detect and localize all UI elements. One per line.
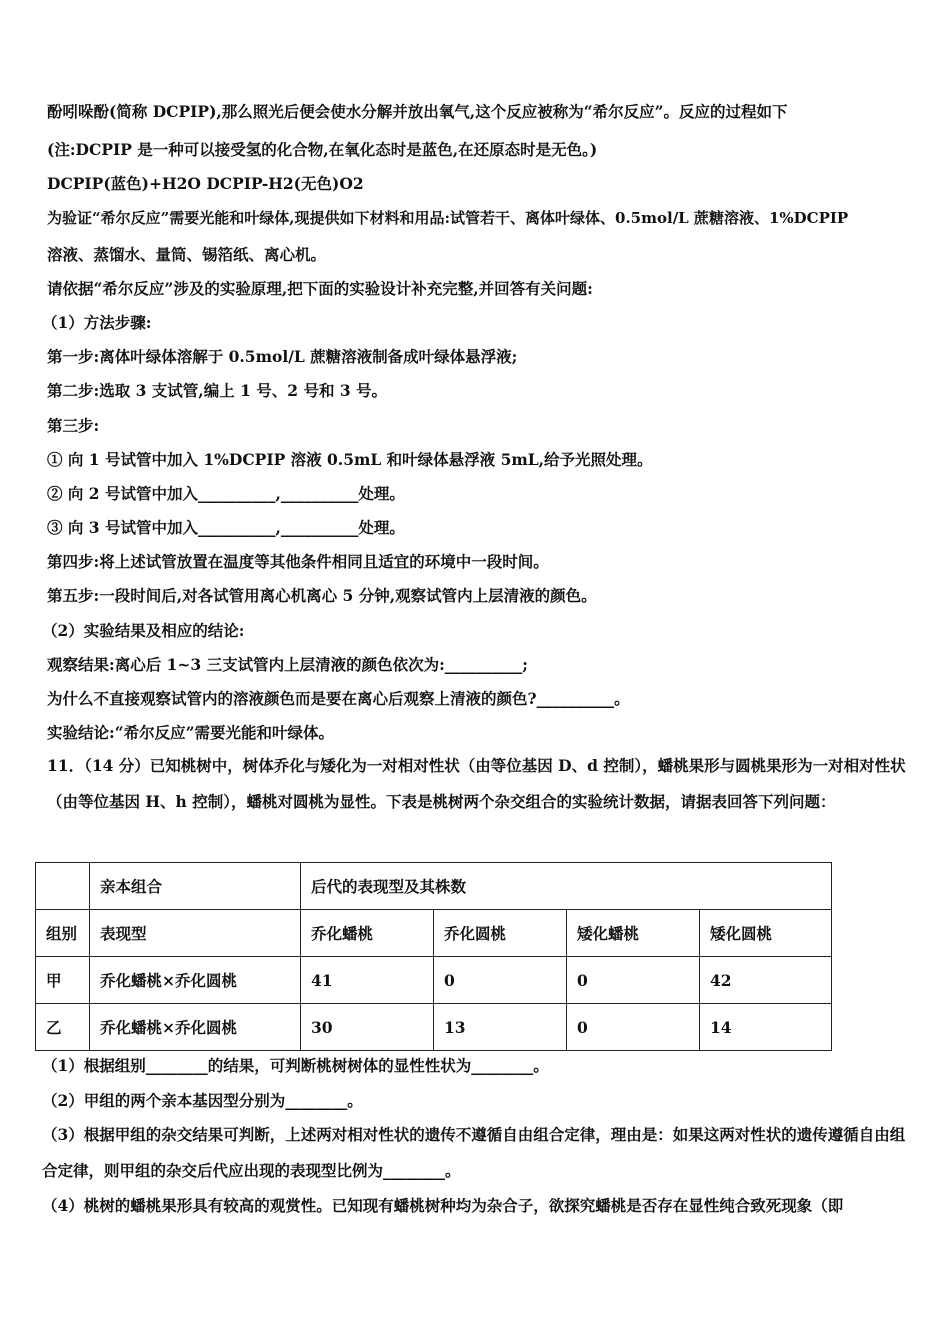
steps-heading: （1）方法步骤: [42,313,152,332]
table-cell: 41 [301,957,434,1004]
table-header-group: 组别 [36,910,90,957]
table-header-phenotype: 表现型 [90,910,301,957]
table-cell [36,863,90,910]
question-2: （2）甲组的两个亲本基因型分别为________。 [42,1091,363,1110]
table-header-offspring: 后代的表现型及其株数 [301,863,832,910]
table-col-header: 矮化圆桃 [700,910,832,957]
table-cell: 0 [567,1004,700,1051]
table-cell: 0 [567,957,700,1004]
intro-note: (注:DCPIP 是一种可以接受氢的化合物,在氧化态时是蓝色,在还原态时是无色。) [47,140,598,159]
table-cell-group: 甲 [36,957,90,1004]
table-cell: 13 [434,1004,567,1051]
intro-line-4: 为验证“希尔反应”需要光能和叶绿体,现提供如下材料和用品:试管若干、离体叶绿体、0.5mol/L 蔗糖溶液、1%DCPIP [47,209,849,227]
table-cell: 42 [700,957,832,1004]
conclusion: 实验结论:“希尔反应”需要光能和叶绿体。 [47,723,335,742]
table-col-header: 乔化圆桃 [434,910,567,957]
step-2: 第二步:选取 3 支试管,编上 1 号、2 号和 3 号。 [47,381,388,400]
step-3c: ③ 向 3 号试管中加入__________,__________处理。 [47,518,405,537]
step-1: 第一步:离体叶绿体溶解于 0.5mol/L 蔗糖溶液制备成叶绿体悬浮液; [47,347,518,366]
question-3: （3）根据甲组的杂交结果可判断，上述两对相对性状的遗传不遵循自由组合定律，理由是：如果这两对性状的遗传遵循自由组合定律，则甲组的杂交后代应出现的表现型比例为________。 [42,1125,906,1180]
table-cell: 0 [434,957,567,1004]
cross-data-table [35,862,832,1051]
table-cell: 30 [301,1004,434,1051]
observation-result: 观察结果:离心后 1~3 三支试管内上层清液的颜色依次为:__________; [47,655,529,674]
question-11-text: 11．（14 分）已知桃树中，树体乔化与矮化为一对相对性状（由等位基因 D、d 控制），蟠桃果形与圆桃果形为一对相对性状（由等位基因 H、h 控制），蟠桃对圆桃为显性。下表是桃树两个杂交组合的实验统计数据，请据表回答下列问题： [47,756,906,811]
step-5: 第五步:一段时间后,对各试管用离心机离心 5 分钟,观察试管内上层清液的颜色。 [47,586,597,605]
why-question: 为什么不直接观察试管内的溶液颜色而是要在离心后观察上清液的颜色?__________。 [47,689,630,708]
step-3a: ① 向 1 号试管中加入 1%DCPIP 溶液 0.5mL 和叶绿体悬浮液 5mL,给予光照处理。 [47,450,653,469]
reaction-equation: DCPIP(蓝色)+H2O DCPIP-H2(无色)O2 [47,174,364,193]
intro-line-6: 请依据“希尔反应”涉及的实验原理,把下面的实验设计补充完整,并回答有关问题: [47,279,593,298]
table-row [36,1004,832,1051]
table-header-parent: 亲本组合 [90,863,301,910]
question-4: （4）桃树的蟠桃果形具有较高的观赏性。已知现有蟠桃树种均为杂合子，欲探究蟠桃是否存在显性纯合致死现象（即 [42,1196,844,1215]
step-3b: ② 向 2 号试管中加入__________,__________处理。 [47,484,405,503]
question-1: （1）根据组别________的结果，可判断桃树树体的显性性状为________。 [42,1056,549,1075]
table-subheader-row [36,910,832,957]
results-heading: （2）实验结果及相应的结论: [42,621,245,640]
table-header-row [36,863,832,910]
step-4: 第四步:将上述试管放置在温度等其他条件相同且适宜的环境中一段时间。 [47,552,549,571]
table-cell: 14 [700,1004,832,1051]
table-cell-cross: 乔化蟠桃×乔化圆桃 [90,957,301,1004]
step-3: 第三步: [47,416,100,435]
table-cell-group: 乙 [36,1004,90,1051]
table-row [36,957,832,1004]
intro-line-5: 溶液、蒸馏水、量筒、锡箔纸、离心机。 [47,245,327,264]
intro-line-1: 酚吲哚酚(简称 DCPIP),那么照光后便会使水分解并放出氧气,这个反应被称为“希尔反应”。反应的过程如下 [47,102,788,121]
table-col-header: 矮化蟠桃 [567,910,700,957]
table-col-header: 乔化蟠桃 [301,910,434,957]
table-cell-cross: 乔化蟠桃×乔化圆桃 [90,1004,301,1051]
